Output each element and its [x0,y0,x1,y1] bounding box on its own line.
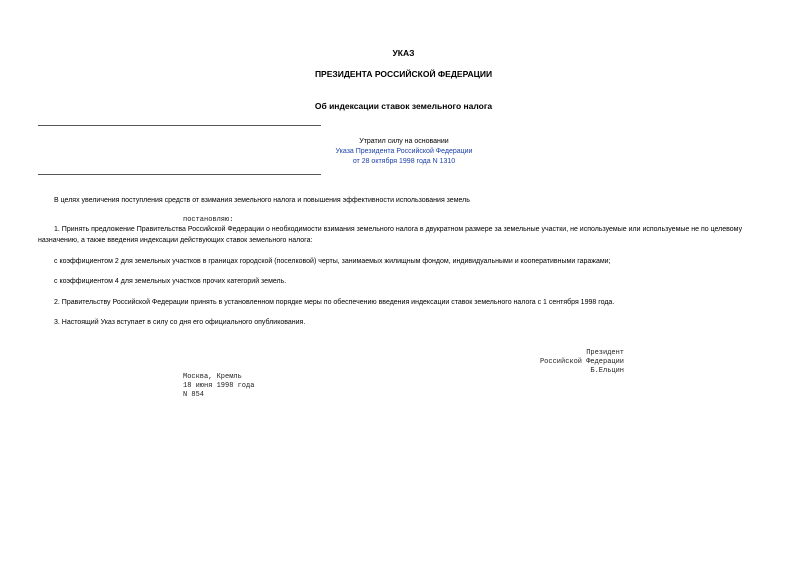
date: 18 июня 1998 года [183,382,255,390]
top-divider [38,125,321,126]
document-subject: Об индексации ставок земельного налога [314,101,493,111]
signature-title: Президент [586,349,624,357]
intro-paragraph: В целях увеличения поступления средств от взимания земельного налога и повышения эффективности использования земель [54,197,470,204]
document-issuer: ПРЕЗИДЕНТА РОССИЙСКОЙ ФЕДЕРАЦИИ [314,69,493,79]
lost-force-link-line1[interactable]: Указа Президента Российской Федерации [335,148,473,155]
place: Москва, Кремль [183,373,242,381]
bottom-divider [38,174,321,175]
lost-force-note: Утратил силу на основании [359,138,449,145]
paragraph-coefficient-2: с коэффициентом 2 для земельных участков в границах городской (поселковой) черты, занимаемых жилищным фондом, индивидуальными и кооперативными гаражами; [54,258,611,265]
lost-force-link-line2[interactable]: от 28 октября 1998 года N 1310 [352,158,456,165]
decree-number: N 854 [183,391,205,399]
signature-name: Б.Ельцин [590,367,624,375]
signature-block [540,349,624,376]
paragraph-2: 2. Правительству Российской Федерации принять в установленном порядке меры по обеспечению введения индексации ставок земельного налога с 1 сентября 1998 года. [54,299,615,306]
paragraph-coefficient-4: с коэффициентом 4 для земельных участков прочих категорий земель. [54,278,287,285]
decree-word: постановляю: [183,216,234,224]
paragraph-1: 1. Принять предложение Правительства Российской Федерации о необходимости взимания земельного налога в двукратном размере за земельные участки, не используемые или используемые не по целевому назначению, а также введения индексации действующих ставок земельного налога: [38,226,743,244]
document-type: УКАЗ [392,48,415,58]
signature-country: Российской Федерации [539,358,624,366]
paragraph-3: 3. Настоящий Указ вступает в силу со дня его официального опубликования. [54,319,306,326]
place-date-block [183,373,254,400]
